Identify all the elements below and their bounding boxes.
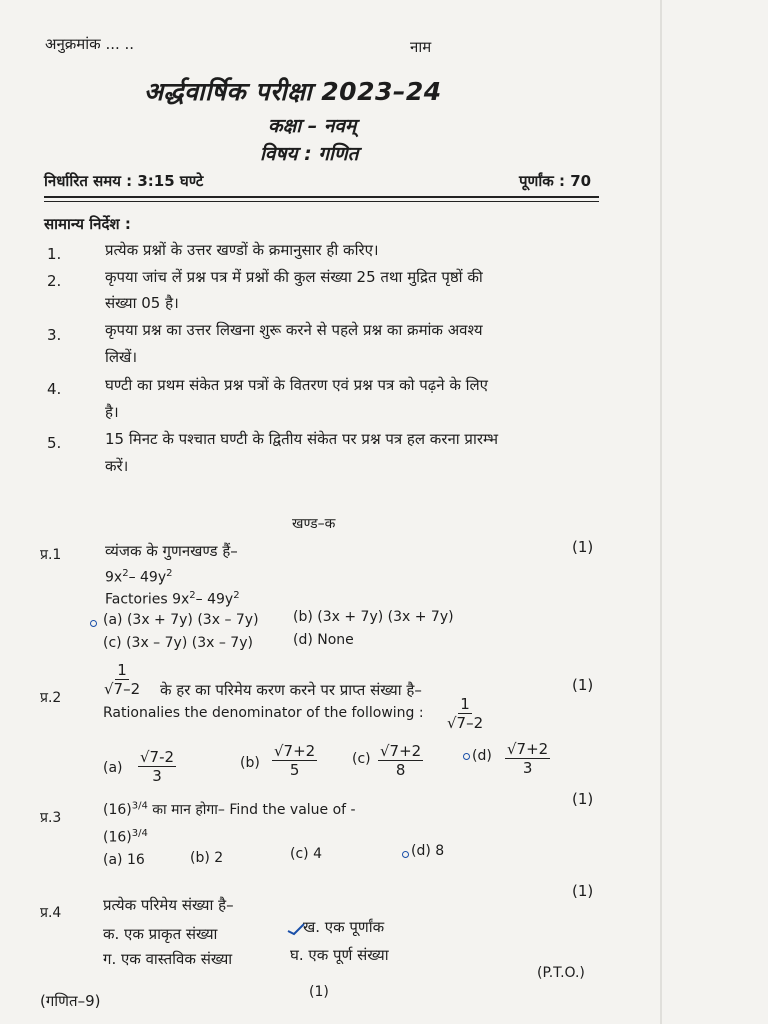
exam-title: अर्द्धवार्षिक परीक्षा 2023–24 — [144, 77, 442, 106]
option-a-label: (a) — [103, 760, 123, 776]
answer-tick-mark — [402, 851, 409, 858]
question-fraction: $\frac{1}{√7-2}$ — [104, 661, 141, 698]
option-3: ग. एक वास्तविक संख्या — [103, 950, 233, 968]
page-number: (1) — [309, 984, 329, 1000]
option-d: (d) None — [293, 632, 354, 648]
instruction-number: 5. — [47, 434, 62, 452]
option-a: (a) 16 — [103, 852, 145, 868]
instruction-text-cont: करें। — [105, 457, 129, 475]
section-heading: खण्ड–क — [292, 516, 336, 532]
question-number: प्र.4 — [40, 905, 62, 921]
question-number: प्र.1 — [40, 547, 62, 563]
option-b: (b) 2 — [190, 850, 224, 866]
option-d: (d) 8 — [411, 843, 445, 859]
question-number: प्र.3 — [40, 810, 62, 826]
class-line: कक्षा – नवम् — [268, 115, 357, 137]
question-text-hindi: व्यंजक के गुणनखण्ड हैं– — [105, 542, 238, 560]
option-4: घ. एक पूर्ण संख्या — [290, 946, 389, 964]
header-rule-bottom — [44, 201, 599, 202]
question-marks: (1) — [572, 882, 594, 900]
option-c-label: (c) — [352, 751, 371, 767]
instruction-number: 3. — [47, 326, 62, 344]
question-expression-english: $(16)^{3/4}$ — [103, 828, 148, 846]
answer-tick-mark — [463, 753, 470, 760]
option-a: (a) (3x + 7y) (3x – 7y) — [103, 612, 259, 628]
instruction-text-cont: संख्या 05 है। — [105, 294, 179, 312]
name-label: नाम — [410, 38, 432, 56]
instruction-text: प्रत्येक प्रश्नों के उत्तर खण्डों के क्रमानुसार ही करिए। — [105, 241, 379, 259]
option-b-fraction: $\frac{√7+2}{5}$ — [274, 742, 316, 779]
option-1: क. एक प्राकृत संख्या — [103, 925, 218, 943]
option-d-label: (d) — [472, 748, 492, 764]
instruction-number: 2. — [47, 272, 62, 290]
header-rule-top — [44, 196, 599, 198]
question-expression: $9x^2-$ $49y^2$ — [105, 568, 173, 586]
instruction-number: 1. — [47, 245, 62, 263]
paper-edge — [660, 0, 662, 1024]
instruction-text-cont: लिखें। — [105, 348, 138, 366]
question-number: प्र.2 — [40, 690, 62, 706]
time-allowed: निर्धारित समय : 3:15 घण्टे — [44, 172, 204, 190]
instruction-text: घण्टी का प्रथम संकेत प्रश्न पत्रों के वितरण एवं प्रश्न पत्र को पढ़ने के लिए — [105, 376, 488, 394]
option-c: (c) 4 — [290, 846, 322, 862]
option-b: (b) (3x + 7y) (3x + 7y) — [293, 609, 454, 625]
instruction-number: 4. — [47, 380, 62, 398]
english-fraction: $\frac{1}{√7-2}$ — [447, 695, 484, 732]
question-marks: (1) — [572, 538, 594, 556]
question-text-hindi: प्रत्येक परिमेय संख्या है– — [103, 896, 234, 914]
option-d-fraction: $\frac{√7+2}{3}$ — [507, 740, 549, 777]
max-marks: पूर्णांक : 70 — [519, 172, 592, 190]
subject-code: (गणित–9) — [40, 992, 101, 1010]
question-marks: (1) — [572, 790, 594, 808]
question-text-english: Factories $9x^2-$ $49y^2$ — [105, 590, 240, 608]
roll-number-label: अनुक्रमांक ... .. — [45, 35, 135, 53]
instruction-text-cont: है। — [105, 403, 119, 421]
option-a-fraction: $\frac{√7-2}{3}$ — [140, 748, 175, 785]
instruction-text: कृपया प्रश्न का उत्तर लिखना शुरू करने से पहले प्रश्न का क्रमांक अवश्य — [105, 321, 483, 339]
option-b-label: (b) — [240, 755, 260, 771]
question-marks: (1) — [572, 676, 594, 694]
question-text-english: Rationalies the denominator of the following : — [103, 705, 424, 721]
option-2: ख. एक पूर्णांक — [303, 918, 385, 936]
answer-tick-mark — [90, 620, 97, 627]
question-text-hindi: के हर का परिमेय करण करने पर प्राप्त संख्या है– — [160, 681, 422, 699]
question-expression: $(16)^{3/4}$ का मान होगा– Find the value of - — [103, 800, 356, 818]
pto-label: (P.T.O.) — [537, 965, 585, 981]
option-c-fraction: $\frac{√7+2}{8}$ — [380, 742, 422, 779]
subject-line: विषय : गणित — [260, 143, 359, 165]
instruction-text: 15 मिनट के पश्चात घण्टी के द्वितीय संकेत पर प्रश्न पत्र हल करना प्रारम्भ — [105, 430, 499, 448]
instructions-heading: सामान्य निर्देश : — [44, 215, 131, 233]
option-c: (c) (3x – 7y) (3x – 7y) — [103, 635, 253, 651]
instruction-text: कृपया जांच लें प्रश्न पत्र में प्रश्नों की कुल संख्या 25 तथा मुद्रित पृष्ठों की — [105, 268, 483, 286]
